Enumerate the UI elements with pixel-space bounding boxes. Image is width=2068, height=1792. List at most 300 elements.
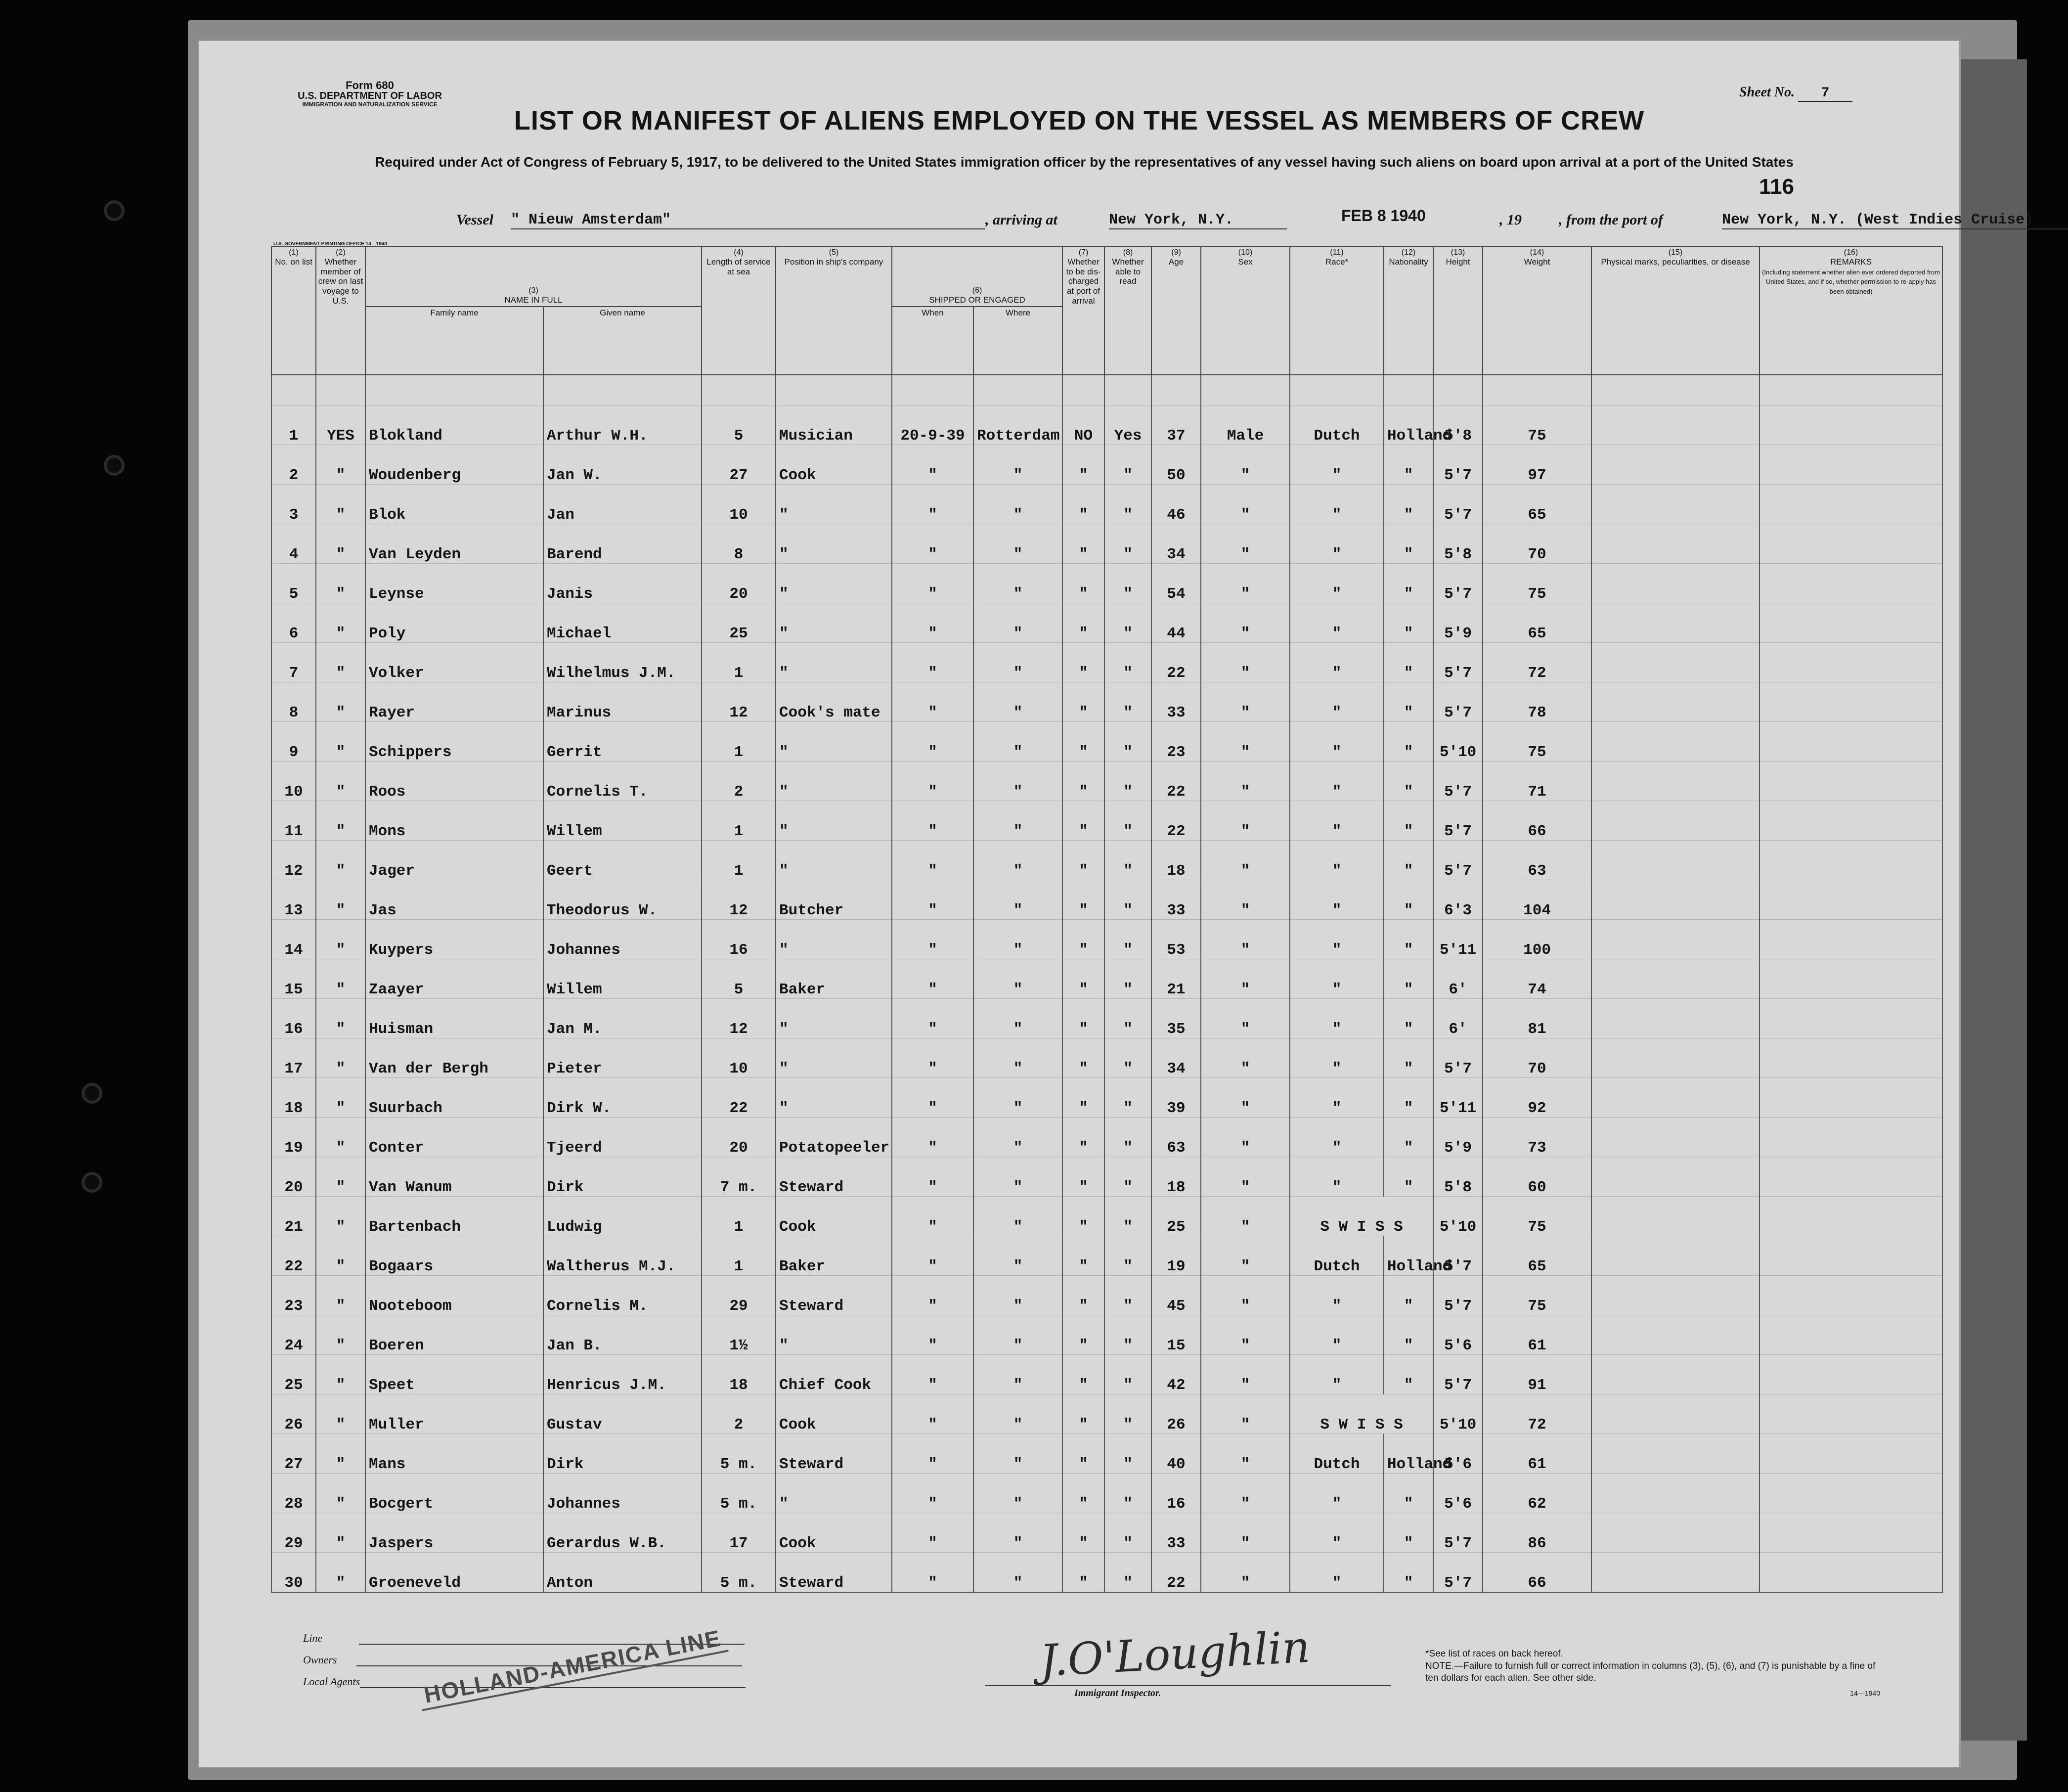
col-header-family-name: Family name [365,307,543,375]
cell-race: " [1290,801,1384,840]
cell-height: 5'7 [1433,563,1483,603]
cell-physical-marks [1591,721,1760,761]
cell-sex: " [1201,524,1290,563]
cell-race: Dutch [1290,405,1384,445]
cell-shipped-where: " [973,1552,1062,1592]
table-row [271,880,1942,919]
cell-weight: 66 [1483,1552,1591,1592]
cell-service-length: 1 [702,840,776,880]
cell-age: 22 [1151,1552,1201,1592]
cell-physical-marks [1591,484,1760,524]
cell-discharged: " [1062,761,1104,801]
cell-shipped-when: " [892,1473,973,1513]
local-agents-label: Local Agents [303,1675,360,1688]
cell-remarks [1760,1513,1942,1552]
cell-physical-marks [1591,880,1760,919]
cell-able-to-read: " [1104,1394,1151,1434]
cell-service-length: 1½ [702,1315,776,1354]
cell-given-name: Wilhelmus J.M. [543,642,702,682]
cell-given-name: Jan W. [543,445,702,484]
cell-shipped-when: " [892,603,973,642]
cell-able-to-read: " [1104,959,1151,998]
cell-nationality: " [1384,1354,1433,1394]
cell-height: 5'7 [1433,1354,1483,1394]
cell-nationality: " [1384,761,1433,801]
cell-weight: 72 [1483,642,1591,682]
cell-service-length: 10 [702,484,776,524]
cell-able-to-read: " [1104,1196,1151,1236]
cell-service-length: 5 m. [702,1552,776,1592]
cell-family-name: Speet [365,1354,543,1394]
cell-height: 5'6 [1433,1315,1483,1354]
cell-race: " [1290,1513,1384,1552]
cell-shipped-where: " [973,880,1062,919]
cell-position: Cook [776,1196,892,1236]
cell-remarks [1760,880,1942,919]
cell-shipped-where: " [973,1275,1062,1315]
cell-weight: 70 [1483,524,1591,563]
cell-remarks [1760,1236,1942,1275]
cell-physical-marks [1591,919,1760,959]
cell-able-to-read: " [1104,1038,1151,1077]
cell-last-voyage: " [316,1275,365,1315]
cell-remarks [1760,919,1942,959]
cell-weight: 75 [1483,1196,1591,1236]
cell-shipped-where: " [973,1077,1062,1117]
cell-position: " [776,801,892,840]
cell-age: 63 [1151,1117,1201,1157]
cell-given-name: Dirk [543,1434,702,1473]
cell-remarks [1760,563,1942,603]
cell-shipped-where: " [973,524,1062,563]
cell-last-voyage: " [316,484,365,524]
cell-position: Butcher [776,880,892,919]
col-header-discharged: (7) Whether to be dis-charged at port of arrival [1062,247,1104,375]
cell-height: 5'7 [1433,1552,1483,1592]
cell-nationality: " [1384,563,1433,603]
col-header-height: (13) Height [1433,247,1483,375]
cell-family-name: Rayer [365,682,543,721]
cell-weight: 81 [1483,998,1591,1038]
cell-position: " [776,1315,892,1354]
cell-weight: 75 [1483,721,1591,761]
cell-shipped-when: " [892,1394,973,1434]
cell-race: " [1290,603,1384,642]
cell-shipped-where: " [973,1434,1062,1473]
cell-height: 6' [1433,998,1483,1038]
cell-discharged: " [1062,721,1104,761]
cell-row-number: 24 [271,1315,316,1354]
cell-last-voyage: " [316,603,365,642]
cell-height: 5'8 [1433,524,1483,563]
cell-shipped-when: " [892,959,973,998]
cell-last-voyage: " [316,801,365,840]
cell-family-name: Bartenbach [365,1196,543,1236]
cell-nationality: " [1384,1473,1433,1513]
cell-sex: " [1201,445,1290,484]
cell-shipped-where: " [973,1157,1062,1196]
cell-sex: " [1201,1315,1290,1354]
cell-weight: 100 [1483,919,1591,959]
cell-able-to-read: " [1104,1354,1151,1394]
cell-race: " [1290,1552,1384,1592]
crew-manifest-table [271,246,1943,1593]
cell-row-number: 16 [271,998,316,1038]
cell-physical-marks [1591,1394,1760,1434]
manifest-sheet [198,40,2034,1768]
cell-shipped-when: " [892,1552,973,1592]
cell-height: 5'10 [1433,1394,1483,1434]
table-row [271,563,1942,603]
table-row [271,603,1942,642]
cell-weight: 65 [1483,1236,1591,1275]
races-note: *See list of races on back hereof. [1425,1649,1563,1659]
cell-remarks [1760,761,1942,801]
cell-sex: " [1201,642,1290,682]
cell-last-voyage: " [316,563,365,603]
cell-nationality: " [1384,840,1433,880]
cell-able-to-read: " [1104,1552,1151,1592]
cell-physical-marks [1591,1236,1760,1275]
cell-last-voyage: " [316,840,365,880]
cell-given-name: Johannes [543,919,702,959]
cell-weight: 61 [1483,1434,1591,1473]
cell-remarks [1760,603,1942,642]
cell-race: " [1290,1354,1384,1394]
footer-notes [1425,1648,1880,1698]
cell-row-number: 3 [271,484,316,524]
cell-row-number: 10 [271,761,316,801]
table-row [271,1315,1942,1354]
cell-age: 46 [1151,484,1201,524]
cell-weight: 73 [1483,1117,1591,1157]
cell-position: " [776,484,892,524]
cell-position: " [776,840,892,880]
cell-family-name: Blokland [365,405,543,445]
cell-physical-marks [1591,1354,1760,1394]
cell-race: " [1290,1157,1384,1196]
table-row [271,761,1942,801]
cell-physical-marks [1591,840,1760,880]
cell-discharged: " [1062,1354,1104,1394]
table-row [271,1552,1942,1592]
cell-race: " [1290,1275,1384,1315]
cell-discharged: " [1062,1196,1104,1236]
col-header-position: (5) Position in ship's company [776,247,892,375]
cell-age: 40 [1151,1434,1201,1473]
cell-able-to-read: " [1104,484,1151,524]
cell-remarks [1760,1117,1942,1157]
cell-row-number: 27 [271,1434,316,1473]
table-row [271,959,1942,998]
cell-remarks [1760,1434,1942,1473]
cell-position: Steward [776,1552,892,1592]
cell-age: 22 [1151,642,1201,682]
cell-able-to-read: " [1104,1077,1151,1117]
cell-height: 5'7 [1433,840,1483,880]
sheet-number [1739,85,1852,102]
cell-position: " [776,1038,892,1077]
cell-shipped-where: " [973,840,1062,880]
vessel-name: " Nieuw Amsterdam" [511,212,985,229]
cell-discharged: " [1062,1552,1104,1592]
col-header-when: When [892,307,973,375]
inspector-signature: J.O'Loughlin [1038,1621,1312,1687]
cell-row-number: 28 [271,1473,316,1513]
cell-last-voyage: " [316,1117,365,1157]
form-identifier [266,80,474,108]
cell-discharged: NO [1062,405,1104,445]
table-row [271,840,1942,880]
cell-service-length: 17 [702,1513,776,1552]
cell-age: 44 [1151,603,1201,642]
cell-last-voyage: " [316,642,365,682]
cell-service-length: 12 [702,998,776,1038]
cell-discharged: " [1062,1315,1104,1354]
form-code: 14—1940 [1850,1689,1880,1698]
cell-remarks [1760,1077,1942,1117]
cell-race: " [1290,959,1384,998]
cell-sex: " [1201,603,1290,642]
cell-row-number: 22 [271,1236,316,1275]
cell-nationality: " [1384,642,1433,682]
cell-height: 5'7 [1433,682,1483,721]
cell-service-length: 5 [702,405,776,445]
cell-last-voyage: " [316,1473,365,1513]
cell-nationality: " [1384,484,1433,524]
cell-discharged: " [1062,840,1104,880]
cell-last-voyage: " [316,1354,365,1394]
cell-nationality: " [1384,1117,1433,1157]
cell-height: 5'9 [1433,1117,1483,1157]
cell-able-to-read: " [1104,840,1151,880]
cell-service-length: 1 [702,1236,776,1275]
cell-family-name: Muller [365,1394,543,1434]
cell-physical-marks [1591,1117,1760,1157]
cell-shipped-where: " [973,1236,1062,1275]
cell-position: Baker [776,1236,892,1275]
cell-nationality: " [1384,1513,1433,1552]
cell-weight: 104 [1483,880,1591,919]
cell-height: 5'7 [1433,484,1483,524]
department-name: U.S. DEPARTMENT OF LABOR [298,90,442,102]
cell-service-length: 5 [702,959,776,998]
cell-shipped-where: " [973,1315,1062,1354]
cell-discharged: " [1062,1434,1104,1473]
cell-service-length: 18 [702,1354,776,1394]
table-row [271,721,1942,761]
binder-hole [82,1172,102,1193]
crew-rows [271,375,1942,1592]
col-header-where: Where [973,307,1062,375]
cell-weight: 75 [1483,1275,1591,1315]
cell-family-name: Poly [365,603,543,642]
cell-service-length: 12 [702,880,776,919]
cell-sex: " [1201,1038,1290,1077]
cell-height: 5'11 [1433,1077,1483,1117]
cell-remarks [1760,1552,1942,1592]
cell-shipped-when: " [892,682,973,721]
cell-shipped-when: " [892,1077,973,1117]
cell-family-name: Jas [365,880,543,919]
cell-nationality: " [1384,880,1433,919]
cell-race: " [1290,445,1384,484]
cell-race: " [1290,840,1384,880]
cell-shipped-where: " [973,1196,1062,1236]
cell-age: 21 [1151,959,1201,998]
cell-service-length: 7 m. [702,1157,776,1196]
cell-position: Potatopeeler [776,1117,892,1157]
cell-nationality: Holland [1384,1236,1433,1275]
cell-sex: " [1201,1434,1290,1473]
cell-shipped-where: " [973,801,1062,840]
cell-remarks [1760,959,1942,998]
cell-weight: 66 [1483,801,1591,840]
cell-discharged: " [1062,1513,1104,1552]
binder-hole [82,1083,102,1104]
cell-last-voyage: " [316,959,365,998]
cell-able-to-read: " [1104,563,1151,603]
cell-family-name: Bogaars [365,1236,543,1275]
cell-service-length: 1 [702,721,776,761]
cell-height: 5'7 [1433,801,1483,840]
cell-shipped-when: " [892,880,973,919]
cell-service-length: 8 [702,524,776,563]
cell-position: Cook [776,445,892,484]
table-row [271,1157,1942,1196]
cell-able-to-read: " [1104,721,1151,761]
cell-nationality: " [1384,721,1433,761]
cell-discharged: " [1062,1077,1104,1117]
cell-last-voyage: " [316,1038,365,1077]
table-row [271,1394,1942,1434]
cell-sex: " [1201,998,1290,1038]
page-number: 116 [1759,175,1794,199]
cell-remarks [1760,524,1942,563]
cell-able-to-read: " [1104,603,1151,642]
cell-position: Baker [776,959,892,998]
table-row [271,919,1942,959]
cell-given-name: Henricus J.M. [543,1354,702,1394]
cell-last-voyage: " [316,998,365,1038]
cell-race: " [1290,1117,1384,1157]
cell-given-name: Waltherus M.J. [543,1236,702,1275]
cell-age: 18 [1151,840,1201,880]
cell-position: " [776,603,892,642]
cell-given-name: Geert [543,840,702,880]
cell-physical-marks [1591,682,1760,721]
cell-remarks [1760,484,1942,524]
cell-position: " [776,524,892,563]
cell-physical-marks [1591,761,1760,801]
table-row [271,524,1942,563]
cell-family-name: Roos [365,761,543,801]
cell-physical-marks [1591,1552,1760,1592]
cell-shipped-where: " [973,1038,1062,1077]
cell-row-number: 9 [271,721,316,761]
document-subtitle: Required under Act of Congress of February 5, 1917, to be delivered to the United States immigration officer by the representatives of any vessel having such aliens on board upon arrival at a port of the United States [375,154,1794,170]
cell-family-name: Van der Bergh [365,1038,543,1077]
cell-physical-marks [1591,642,1760,682]
cell-nationality: " [1384,801,1433,840]
cell-race: " [1290,682,1384,721]
cell-family-name: Van Leyden [365,524,543,563]
cell-last-voyage: " [316,721,365,761]
cell-height: 5'7 [1433,761,1483,801]
cell-row-number: 15 [271,959,316,998]
cell-weight: 65 [1483,484,1591,524]
cell-age: 33 [1151,1513,1201,1552]
cell-shipped-when: " [892,1038,973,1077]
cell-able-to-read: " [1104,880,1151,919]
cell-age: 39 [1151,1077,1201,1117]
cell-given-name: Jan M. [543,998,702,1038]
cell-physical-marks [1591,1077,1760,1117]
cell-given-name: Dirk [543,1157,702,1196]
cell-given-name: Anton [543,1552,702,1592]
cell-remarks [1760,1473,1942,1513]
cell-position: Cook's mate [776,682,892,721]
arriving-label: , arriving at [985,212,1057,228]
cell-physical-marks [1591,1038,1760,1077]
cell-row-number: 13 [271,880,316,919]
cell-sex: " [1201,1473,1290,1513]
cell-family-name: Van Wanum [365,1157,543,1196]
cell-nationality: " [1384,1077,1433,1117]
cell-weight: 72 [1483,1394,1591,1434]
cell-discharged: " [1062,603,1104,642]
cell-service-length: 20 [702,563,776,603]
cell-remarks [1760,1315,1942,1354]
cell-age: 37 [1151,405,1201,445]
cell-able-to-read: " [1104,1315,1151,1354]
cell-able-to-read: " [1104,1513,1151,1552]
table-row [271,1275,1942,1315]
cell-family-name: Bocgert [365,1473,543,1513]
cell-family-name: Schippers [365,721,543,761]
col-header-remarks: (16) REMARKS (Including statement whether alien ever ordered deported from United States, and if so, whether permission to re-apply has been obtained) [1760,247,1942,375]
cell-service-length: 1 [702,801,776,840]
cell-service-length: 1 [702,1196,776,1236]
cell-row-number: 18 [271,1077,316,1117]
cell-age: 25 [1151,1196,1201,1236]
cell-shipped-where: " [973,484,1062,524]
cell-physical-marks [1591,1315,1760,1354]
cell-discharged: " [1062,1473,1104,1513]
cell-row-number: 19 [271,1117,316,1157]
cell-last-voyage: " [316,445,365,484]
cell-service-length: 1 [702,642,776,682]
cell-position: " [776,563,892,603]
cell-given-name: Barend [543,524,702,563]
cell-age: 42 [1151,1354,1201,1394]
cell-age: 50 [1151,445,1201,484]
cell-family-name: Zaayer [365,959,543,998]
cell-remarks [1760,1275,1942,1315]
cell-height: 5'6 [1433,1434,1483,1473]
cell-shipped-where: " [973,603,1062,642]
cell-race: Dutch [1290,1434,1384,1473]
cell-remarks [1760,405,1942,445]
cell-row-number: 30 [271,1552,316,1592]
cell-remarks [1760,682,1942,721]
cell-nationality: " [1384,1038,1433,1077]
cell-height: 6'3 [1433,880,1483,919]
cell-physical-marks [1591,959,1760,998]
cell-row-number: 20 [271,1157,316,1196]
table-row [271,1236,1942,1275]
cell-row-number: 14 [271,919,316,959]
